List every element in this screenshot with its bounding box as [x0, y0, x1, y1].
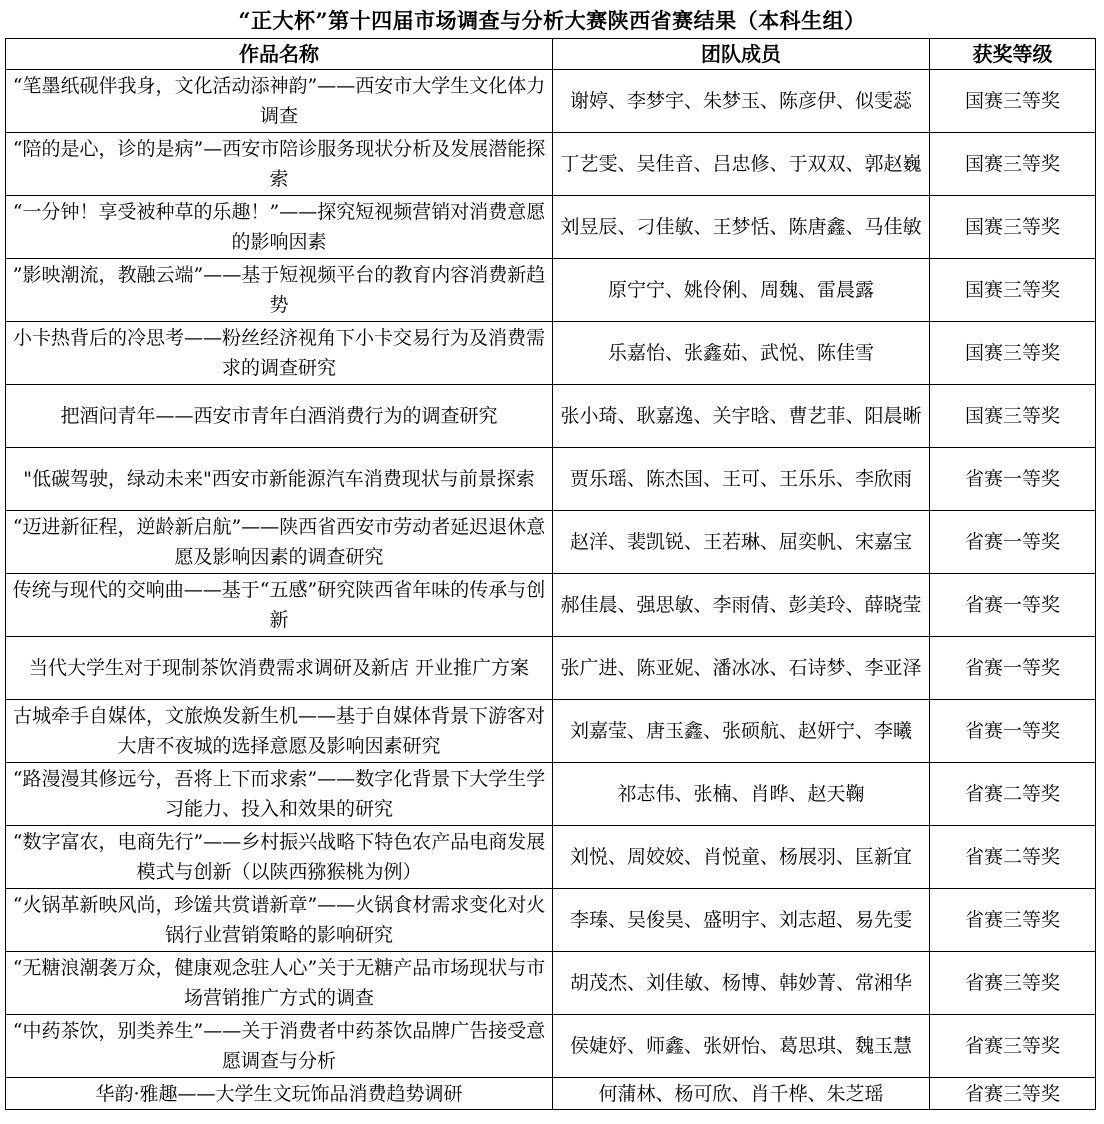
- work-name-cell: "低碳驾驶，绿动未来"西安市新能源汽车消费现状与前景探索: [6, 448, 553, 511]
- table-row: [6, 133, 1096, 196]
- table-row: [6, 448, 1096, 511]
- team-members-cell: 刘昱辰、刁佳敏、王梦恬、陈唐鑫、马佳敏: [553, 196, 930, 259]
- table-row: [6, 70, 1096, 133]
- table-row: [6, 889, 1096, 952]
- team-members-cell: 赵洋、裴凯锐、王若琳、屈奕帆、宋嘉宝: [553, 511, 930, 574]
- award-level-cell: 省赛三等奖: [930, 889, 1096, 952]
- work-name-cell: 当代大学生对于现制茶饮消费需求调研及新店 开业推广方案: [6, 637, 553, 700]
- work-name-cell: “中药茶饮，别类养生”——关于消费者中药茶饮品牌广告接受意愿调查与分析: [6, 1015, 553, 1078]
- award-level-cell: 省赛三等奖: [930, 952, 1096, 1015]
- work-name-cell: 小卡热背后的冷思考——粉丝经济视角下小卡交易行为及消费需求的调查研究: [6, 322, 553, 385]
- work-name-cell: “无糖浪潮袭万众，健康观念驻人心”关于无糖产品市场现状与市场营销推广方式的调查: [6, 952, 553, 1015]
- team-members-cell: 郝佳晨、强思敏、李雨倩、彭美玲、薛晓莹: [553, 574, 930, 637]
- team-members-cell: 乐嘉怡、张鑫茹、武悦、陈佳雪: [553, 322, 930, 385]
- table-row: [6, 1015, 1096, 1078]
- award-level-cell: 国赛三等奖: [930, 70, 1096, 133]
- team-members-cell: 何蒲林、杨可欣、肖千桦、朱芝瑶: [553, 1078, 930, 1110]
- award-level-cell: 省赛一等奖: [930, 574, 1096, 637]
- team-members-cell: 胡茂杰、刘佳敏、杨博、韩妙菁、常湘华: [553, 952, 930, 1015]
- team-members-cell: 贾乐瑶、陈杰国、王可、王乐乐、李欣雨: [553, 448, 930, 511]
- table-row: [6, 196, 1096, 259]
- table-row: [6, 511, 1096, 574]
- work-name-cell: “陪的是心，诊的是病”—西安市陪诊服务现状分析及发展潜能探索: [6, 133, 553, 196]
- award-level-cell: 国赛三等奖: [930, 196, 1096, 259]
- table-row: [6, 700, 1096, 763]
- team-members-cell: 张广进、陈亚妮、潘冰冰、石诗梦、李亚泽: [553, 637, 930, 700]
- award-level-cell: 省赛一等奖: [930, 448, 1096, 511]
- team-members-cell: 丁艺雯、吴佳音、吕忠修、于双双、郭赵巍: [553, 133, 930, 196]
- award-level-cell: 省赛一等奖: [930, 700, 1096, 763]
- award-level-cell: 省赛三等奖: [930, 1078, 1096, 1110]
- team-members-cell: 侯婕妤、师鑫、张妍怡、葛思琪、魏玉慧: [553, 1015, 930, 1078]
- work-name-cell: “迈进新征程，逆龄新启航”——陕西省西安市劳动者延迟退休意愿及影响因素的调查研究: [6, 511, 553, 574]
- work-name-cell: ”影映潮流，教融云端”——基于短视频平台的教育内容消费新趋势: [6, 259, 553, 322]
- header-work-name: 作品名称: [6, 39, 553, 70]
- table-row: [6, 385, 1096, 448]
- award-level-cell: 省赛二等奖: [930, 826, 1096, 889]
- table-row: [6, 952, 1096, 1015]
- header-team-members: 团队成员: [553, 39, 930, 70]
- table-header-row: [6, 39, 1096, 70]
- award-level-cell: 国赛三等奖: [930, 322, 1096, 385]
- work-name-cell: 华韵·雅趣——大学生文玩饰品消费趋势调研: [6, 1078, 553, 1110]
- team-members-cell: 刘悦、周姣姣、肖悦童、杨展羽、匡新宜: [553, 826, 930, 889]
- table-row: [6, 1078, 1096, 1110]
- award-level-cell: 国赛三等奖: [930, 259, 1096, 322]
- table-row: [6, 637, 1096, 700]
- results-table: [5, 38, 1096, 1110]
- team-members-cell: 李瑧、吴俊昊、盛明宇、刘志超、易先雯: [553, 889, 930, 952]
- table-row: [6, 259, 1096, 322]
- table-row: [6, 826, 1096, 889]
- work-name-cell: 古城牵手自媒体，文旅焕发新生机——基于自媒体背景下游客对大唐不夜城的选择意愿及影响因素研究: [6, 700, 553, 763]
- table-row: [6, 763, 1096, 826]
- team-members-cell: 张小琦、耿嘉逸、关宇晗、曹艺菲、阳晨晰: [553, 385, 930, 448]
- award-level-cell: 省赛二等奖: [930, 763, 1096, 826]
- award-level-cell: 省赛三等奖: [930, 1015, 1096, 1078]
- work-name-cell: “一分钟！享受被种草的乐趣！”——探究短视频营销对消费意愿的影响因素: [6, 196, 553, 259]
- header-award-level: 获奖等级: [930, 39, 1096, 70]
- award-level-cell: 省赛一等奖: [930, 637, 1096, 700]
- team-members-cell: 刘嘉莹、唐玉鑫、张硕航、赵妍宁、李曦: [553, 700, 930, 763]
- award-level-cell: 国赛三等奖: [930, 385, 1096, 448]
- team-members-cell: 原宁宁、姚伶俐、周魏、雷晨露: [553, 259, 930, 322]
- work-name-cell: “路漫漫其修远兮，吾将上下而求索”——数字化背景下大学生学习能力、投入和效果的研究: [6, 763, 553, 826]
- table-row: [6, 574, 1096, 637]
- work-name-cell: “数字富农，电商先行”——乡村振兴战略下特色农产品电商发展模式与创新（以陕西猕猴桃为例）: [6, 826, 553, 889]
- team-members-cell: 谢婷、李梦宇、朱梦玉、陈彦伊、似雯蕊: [553, 70, 930, 133]
- document-title: “正大杯”第十四届市场调查与分析大赛陕西省赛结果（本科生组）: [238, 8, 866, 33]
- work-name-cell: 把酒问青年——西安市青年白酒消费行为的调查研究: [6, 385, 553, 448]
- award-level-cell: 省赛一等奖: [930, 511, 1096, 574]
- work-name-cell: 传统与现代的交响曲——基于“五感”研究陕西省年味的传承与创新: [6, 574, 553, 637]
- award-level-cell: 国赛三等奖: [930, 133, 1096, 196]
- team-members-cell: 祁志伟、张楠、肖晔、赵天鞠: [553, 763, 930, 826]
- table-row: [6, 322, 1096, 385]
- work-name-cell: “火锅革新映风尚，珍馐共赏谱新章”——火锅食材需求变化对火锅行业营销策略的影响研究: [6, 889, 553, 952]
- work-name-cell: “笔墨纸砚伴我身，文化活动添神韵”——西安市大学生文化体力调查: [6, 70, 553, 133]
